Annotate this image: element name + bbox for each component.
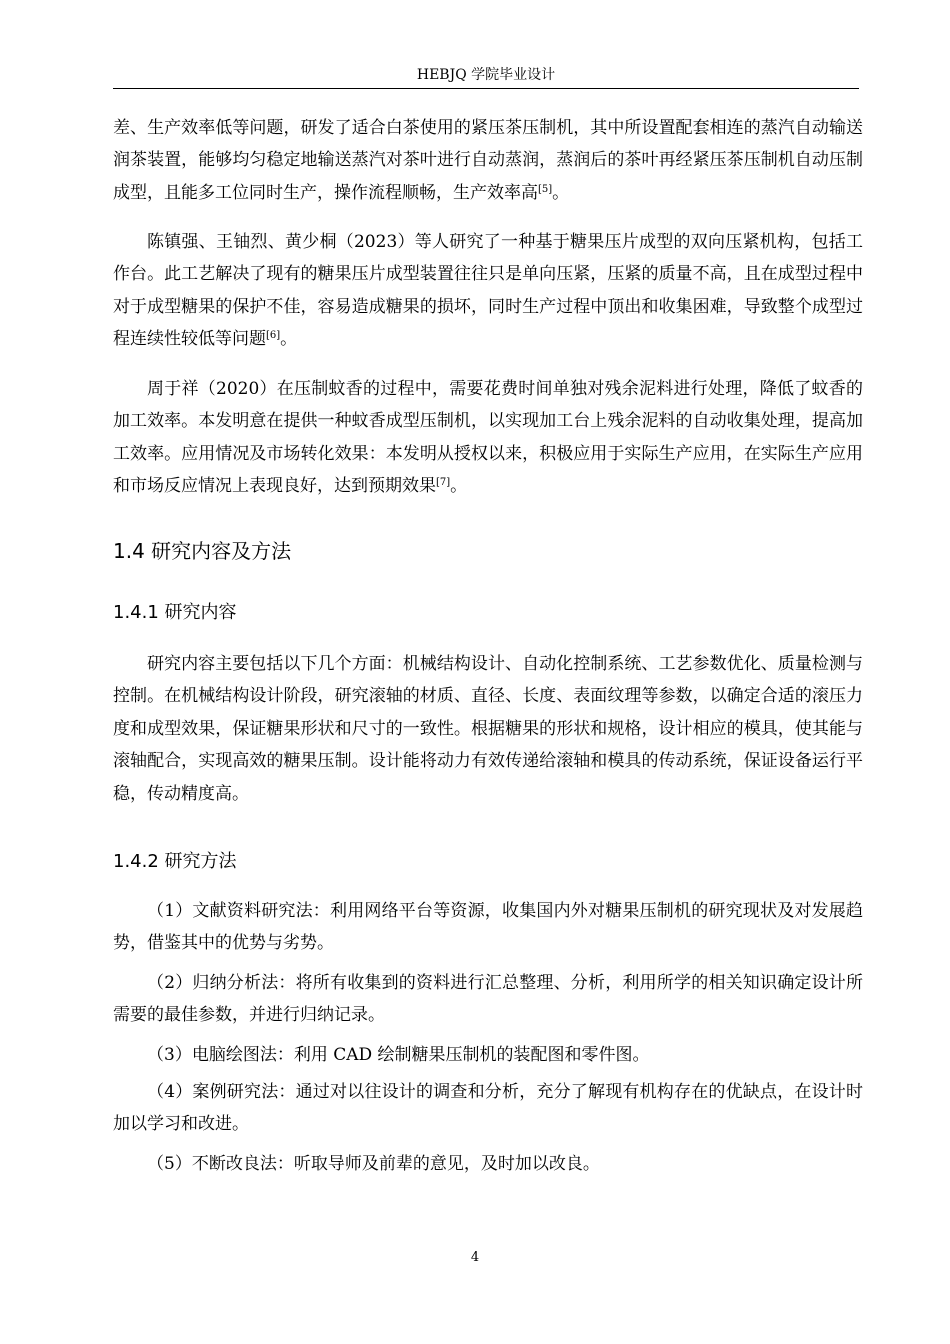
research-content-paragraph: 研究内容主要包括以下几个方面：机械结构设计、自动化控制系统、工艺参数优化、质量检测与控制。在机械结构设计阶段，研究滚轴的材质、直径、长度、表面纹理等参数，以确定合适的滚压力度和成型效果，保证糖果形状和尺寸的一致性。根据糖果的形状和规格，设计相应的模具，使其能与滚轴配合，实现高效的糖果压制。设计能将动力有效传递给滚轴和模具的传动系统，保证设备运行平稳，传动精度高。 <box>113 654 863 804</box>
paragraph-2: 陈镇强、王铀烈、黄少桐（2023）等人研究了一种基于糖果压片成型的双向压紧机构，包括工作台。此工艺解决了现有的糖果压片成型装置往往只是单向压紧，压紧的质量不高，且在成型过程中对于成型糖果的保护不佳，容易造成糖果的损坏，同时生产过程中顶出和收集困难，导致整个成型过程连续性较低等问题[6]。 <box>113 232 863 350</box>
citation-7: [7] <box>436 477 451 489</box>
paragraph-1: 差、生产效率低等问题，研发了适合白茶使用的紧压茶压制机，其中所设置配套相连的蒸汽自动输送润茶装置，能够均匀稳定地输送蒸汽对茶叶进行自动蒸润，蒸润后的茶叶再经紧压茶压制机自动压制成型，且能多工位同时生产，操作流程顺畅，生产效率高[5]。 <box>113 118 863 203</box>
page-number: 4 <box>470 1250 480 1265</box>
method-item-4: （4）案例研究法：通过对以往设计的调查和分析，充分了解现有机构存在的优缺点，在设计时加以学习和改进。 <box>113 1082 863 1135</box>
citation-6: [6] <box>266 330 281 342</box>
method-item-2: （2）归纳分析法：将所有收集到的资料进行汇总整理、分析，利用所学的相关知识确定设计所需要的最佳参数，并进行归纳记录。 <box>113 973 863 1026</box>
paragraph-3: 周于祥（2020）在压制蚊香的过程中，需要花费时间单独对残余泥料进行处理，降低了蚊香的加工效率。本发明意在提供一种蚊香成型压制机，以实现加工台上残余泥料的自动收集处理，提高加工效率。应用情况及市场转化效果：本发明从授权以来，积极应用于实际生产应用，在实际生产应用和市场反应情况上表现良好，达到预期效果[7]。 <box>113 379 863 497</box>
section-heading-1-4-1: 1.4.1 研究内容 <box>113 602 237 623</box>
method-item-5: （5）不断改良法：听取导师及前辈的意见，及时加以改良。 <box>147 1154 600 1174</box>
citation-5: [5] <box>538 183 553 195</box>
section-heading-1-4-2: 1.4.2 研究方法 <box>113 851 237 872</box>
section-heading-1-4: 1.4 研究内容及方法 <box>113 539 292 563</box>
method-item-3: （3）电脑绘图法：利用 CAD 绘制糖果压制机的装配图和零件图。 <box>147 1045 650 1065</box>
page-header: HEBJQ 学院毕业设计 <box>113 62 859 89</box>
method-item-1: （1）文献资料研究法：利用网络平台等资源，收集国内外对糖果压制机的研究现状及对发展趋势，借鉴其中的优势与劣势。 <box>113 901 863 954</box>
